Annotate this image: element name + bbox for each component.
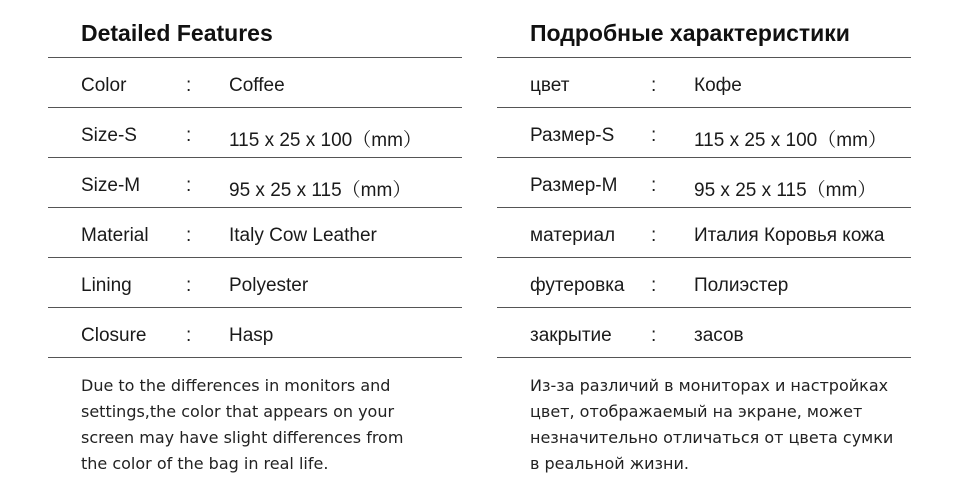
separator: : [651,125,657,146]
separator: : [186,125,192,146]
feature-value: 115 x 25 x 100（mm） [694,130,887,151]
note-line: the color of the bag in real life. [81,454,329,473]
note-line: цвет, отображаемый на экране, может [530,402,863,421]
feature-label: Color [81,75,127,96]
feature-value: Полиэстер [694,275,789,296]
feature-label: Size-M [81,175,141,196]
note-line: Due to the differences in monitors and [81,376,391,395]
note-line: незначительно отличаться от цвета сумки [530,428,894,447]
separator: : [186,225,192,246]
note-line: Из-за различий в мониторах и настройках [530,376,889,395]
feature-value: 95 x 25 x 115（mm） [694,180,877,201]
separator: : [651,225,657,246]
note-line: settings,the color that appears on your [81,402,395,421]
english-features-table [48,57,462,358]
feature-value: Hasp [229,325,274,346]
separator: : [651,275,657,296]
table-row [48,308,462,358]
color-disclaimer-note [530,373,910,477]
feature-value: Italy Cow Leather [229,225,377,246]
table-row [48,58,462,108]
feature-label: Closure [81,325,147,346]
english-title: Detailed Features [81,20,273,46]
table-row [48,108,462,158]
feature-label: Lining [81,275,132,296]
feature-value: Coffee [229,75,285,96]
separator: : [651,75,657,96]
table-row [48,208,462,258]
feature-value: 115 x 25 x 100（mm） [229,130,422,151]
color-disclaimer-note [81,373,461,477]
table-row [497,258,911,308]
feature-label: Material [81,225,149,246]
feature-label: материал [530,225,616,246]
feature-value: Италия Коровья кожа [694,225,885,246]
separator: : [186,175,192,196]
russian-title: Подробные характеристики [530,20,850,46]
separator: : [651,175,657,196]
table-row [497,158,911,208]
feature-label: Размер-M [530,175,618,196]
separator: : [186,325,192,346]
separator: : [186,275,192,296]
feature-label: Size-S [81,125,137,146]
feature-label: Размер-S [530,125,615,146]
table-row [48,258,462,308]
feature-label: закрытие [530,325,612,346]
separator: : [651,325,657,346]
table-row [497,108,911,158]
feature-value: Polyester [229,275,309,296]
note-line: screen may have slight differences from [81,428,404,447]
feature-value: засов [694,325,744,346]
table-row [48,158,462,208]
table-row [497,208,911,258]
feature-value: Кофе [694,75,742,96]
table-row [497,58,911,108]
russian-features-table [497,57,911,358]
separator: : [186,75,192,96]
note-line: в реальной жизни. [530,454,689,473]
feature-label: цвет [530,75,570,96]
feature-label: футеровка [530,275,625,296]
table-row [497,308,911,358]
feature-value: 95 x 25 x 115（mm） [229,180,412,201]
